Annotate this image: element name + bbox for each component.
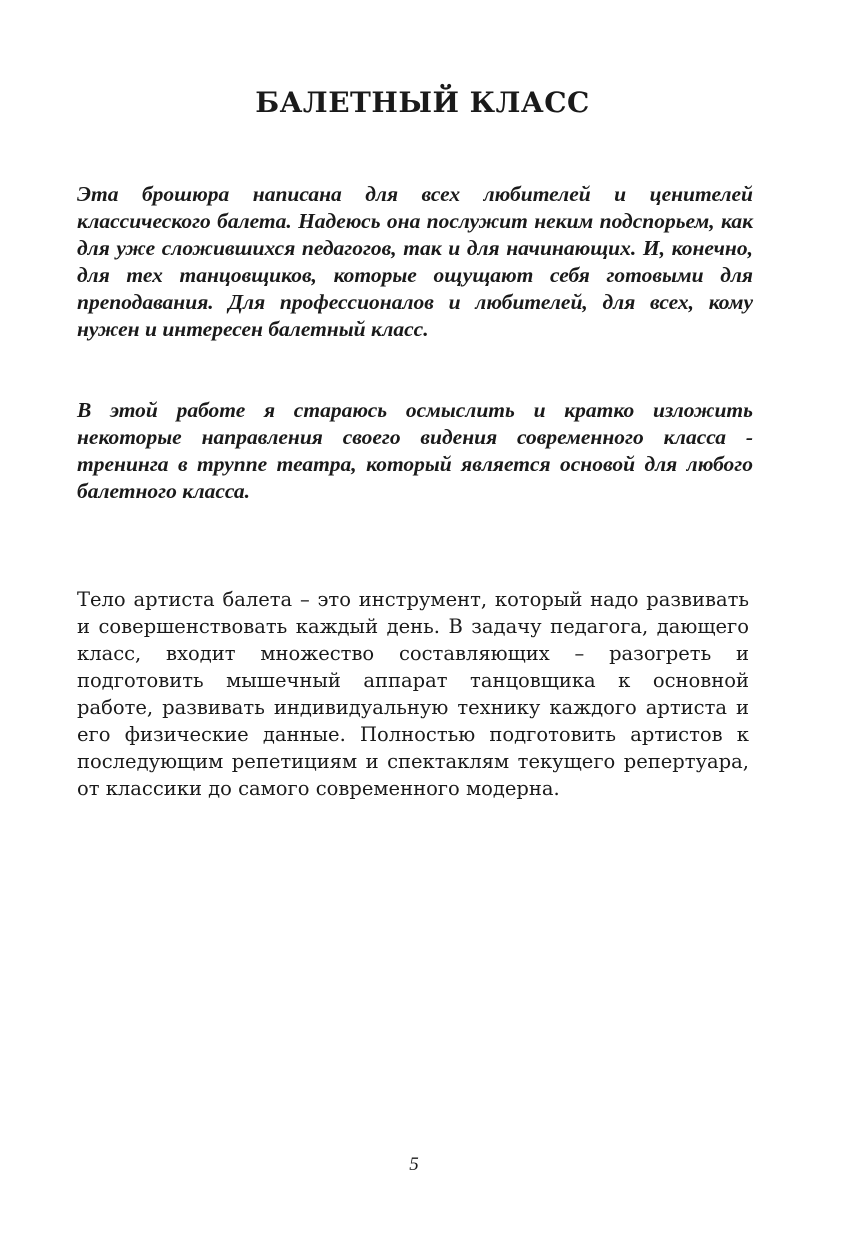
page-number: 5 <box>409 1154 419 1175</box>
intro-paragraph-2: В этой работе я стараюсь осмыслить и кратко изложить некоторые направления своего видения современного класса - тренинга в труппе театра, который является основой для любого балетного класса. <box>77 398 753 503</box>
body-paragraph: Тело артиста балета – это инструмент, который надо развивать и совершенствовать каждый день. В задачу педагога, дающего класс, входит множество составляющих – разогреть и подготовить мышечный аппарат танцовщика к основной работе, развивать индивидуальную технику каждого артиста и его физические данные. Полностью подготовить артистов к последующим репетициям и спектаклям текущего репертуара, от классики до самого современного модерна. <box>77 588 749 800</box>
page-title: БАЛЕТНЫЙ КЛАСС <box>255 86 590 119</box>
intro-paragraph-1: Эта брошюра написана для всех любителей и ценителей классического балета. Надеюсь она послужит неким подспорьем, как для уже сложившихся педагогов, так и для начинающих. И, конечно, для тех танцовщиков, которые ощущают себя готовыми для преподавания. Для профессионалов и любителей, для всех, кому нужен и интересен балетный класс. <box>77 182 753 341</box>
